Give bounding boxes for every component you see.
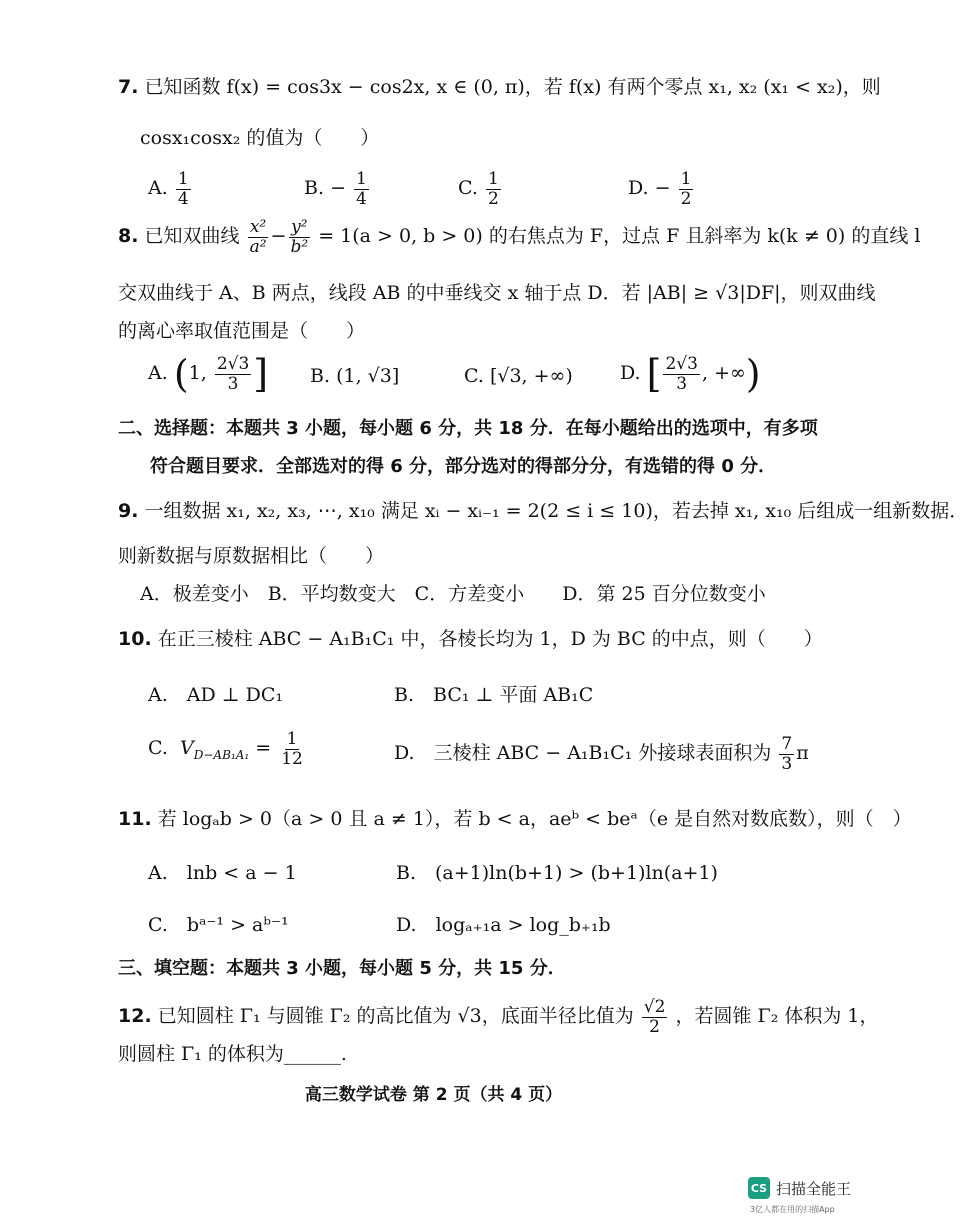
fraction-y2-b2: $\frac{\text{y²}}{\text{b²}}$ [290,217,309,257]
option-sign: − [330,177,346,200]
denominator: 4 [177,188,189,209]
q9-stem-line2: 则新数据与原数据相比（ ） [118,545,385,567]
option-text: [√3, +∞) [489,365,573,387]
q7-option-b [304,170,371,208]
q8-option-d: D. [ $\frac{2√3}{3}$ , +∞) [620,352,761,396]
q9-options: A．极差变小 B．平均数变大 C．方差变小 D．第 25 百分位数变小 [140,583,766,605]
numerator: 2√3 [665,353,698,374]
q11-stem-line1 [118,808,912,831]
q8-text-pre: 已知双曲线 [144,225,240,248]
camscanner-name: 扫描全能王 [776,1179,852,1198]
fraction [215,355,251,393]
numerator: 1 [356,169,367,189]
denominator: 2 [680,188,692,209]
q12-stem-line1 [118,998,878,1036]
q8-option-b [310,365,399,387]
q7-option-c [458,170,503,208]
option-label: C. [458,177,478,200]
scanner-watermark [748,1177,851,1199]
numerator: 1 [177,169,189,189]
page-footer: 高三数学试卷 第 2 页（共 4 页） [304,1085,563,1105]
pi-symbol: π [796,742,809,765]
q10-option-c: C. $V_{D-AB_1A_1}$ = $\frac{1}{12}$ [148,729,303,769]
numerator: 1 [286,729,298,749]
q10-number: 10. [118,628,152,650]
volume-subscript: D−AB₁A₁ [193,747,250,762]
fraction [354,170,369,208]
denominator: 3 [676,373,688,394]
q8-stem-line3: 的离心率取值范围是（ ） [118,320,366,342]
fraction [279,730,305,768]
camscanner-tagline: 3亿人都在用的扫描App [750,1205,835,1214]
q8-stem-line2: 交双曲线于 A、B 两点，线段 AB 的中垂线交 x 轴于点 D．若 |AB| ≥ √3|DF|，则双曲线 [118,282,876,304]
q10-stem-line1 [118,628,823,651]
fraction [779,735,794,773]
fraction [679,170,694,208]
q12-stem-line2: 则圆柱 Γ₁ 的体积为______. [118,1043,347,1065]
numerator: √2 [643,997,666,1017]
q8-option-a: A. (1, $\frac{2√3}{3}$ ] [148,352,269,396]
numerator: 2√3 [216,353,250,374]
denominator: 3 [227,373,239,394]
denominator: 12 [281,748,303,769]
volume-symbol: V [180,737,194,760]
option-label: C. [464,365,484,387]
option-label: B. [310,365,331,387]
fraction [486,170,501,208]
q9-number: 9. [118,500,139,522]
q11-number: 11. [118,808,152,830]
option-label: A. [148,362,168,384]
denominator: 2 [649,1016,660,1037]
q7-stem-line1 [118,76,881,99]
denominator: 2 [487,188,499,209]
q9-stem-line1 [118,500,968,523]
q11-option-b: B. (a+1)ln(b+1) > (b+1)ln(a+1) [396,862,718,884]
q8-stem-line1: 8. 已知双曲线 $\frac{\text{x²}}{\text{a²}}$ − $\frac{\text{y²}}{\text{b²}}$ = 1(a > 0, b > 0) 的右焦点为 F，过点 F 且斜率为 k(k ≠ 0) 的直线 l [118,217,921,257]
section2-heading-cont: 符合题目要求．全部选对的得 6 分，部分选对的得部分分，有选错的得 0 分． [150,456,777,477]
q10-text: 在正三棱柱 ABC − A₁B₁C₁ 中，各棱长均为 1，D 为 BC 的中点，则（ ） [157,628,823,650]
option-text: 1, [188,362,213,384]
q11-option-d: D. logₐ₊₁a > log_b₊₁b [396,914,611,936]
camscanner-logo-icon: CS [748,1177,770,1199]
q8-text-post: = 1(a > 0, b > 0) 的右焦点为 F，过点 F 且斜率为 k(k ≠ 0) 的直线 l [318,225,921,248]
q7-option-a [148,170,193,208]
q12-number: 12. [118,1005,152,1028]
fraction [663,355,699,393]
option-text: (1, √3] [336,365,400,387]
numerator: 1 [487,169,499,189]
option-label: C. [148,737,168,760]
option-label: B. [304,177,325,200]
option-label: D. [620,362,641,384]
q10-option-d [394,735,809,773]
q7-option-d [628,170,695,208]
q10-option-a: A. AD ⊥ DC₁ [148,684,284,706]
q11-text: 若 logₐb > 0（a > 0 且 a ≠ 1），若 b < a，aeᵇ < beᵃ（e 是自然对数底数），则（ ） [157,808,912,830]
q7-stem-line2: cosx₁cosx₂ 的值为（ ） [140,127,380,149]
q9-text: 一组数据 x₁, x₂, x₃, ⋯, x₁₀ 满足 xᵢ − xᵢ₋₁ = 2(2 ≤ i ≤ 10)，若去掉 x₁, x₁₀ 后组成一组新数据． [144,500,968,522]
option-sign: − [654,177,671,200]
fraction-x2-a2: $\frac{\text{x²}}{\text{a²}}$ [249,217,267,257]
option-text: , +∞ [701,362,746,384]
q12-text-pre: 已知圆柱 Γ₁ 与圆锥 Γ₂ 的高比值为 √3，底面半径比值为 [157,1005,634,1028]
q7-text: 已知函数 f(x) = cos3x − cos2x, x ∈ (0, π)，若 f(x) 有两个零点 x₁, x₂ (x₁ < x₂)，则 [144,76,881,98]
q11-option-c: C. bᵃ⁻¹ > aᵇ⁻¹ [148,914,289,936]
option-label: D. [628,177,649,200]
q8-number: 8. [118,225,139,248]
numerator: 1 [680,169,692,189]
fraction [176,170,191,208]
q10-option-b: B. BC₁ ⊥ 平面 AB₁C [394,684,594,706]
q12-text-post: ，若圆锥 Γ₂ 体积为 1， [675,1005,879,1028]
section2-heading: 二、选择题：本题共 3 小题，每小题 6 分，共 18 分．在每小题给出的选项中，有多项 [118,418,818,439]
option-text: D. 三棱柱 ABC − A₁B₁C₁ 外接球表面积为 [394,742,772,765]
fraction [642,998,668,1036]
section3-heading: 三、填空题：本题共 3 小题，每小题 5 分，共 15 分． [118,958,566,979]
denominator: 3 [781,753,793,774]
q7-number: 7. [118,76,139,98]
denominator: 4 [356,188,367,209]
q8-option-c [464,365,573,387]
numerator: 7 [781,734,793,754]
q11-option-a: A. lnb < a − 1 [148,862,297,884]
option-label: A. [148,177,168,200]
